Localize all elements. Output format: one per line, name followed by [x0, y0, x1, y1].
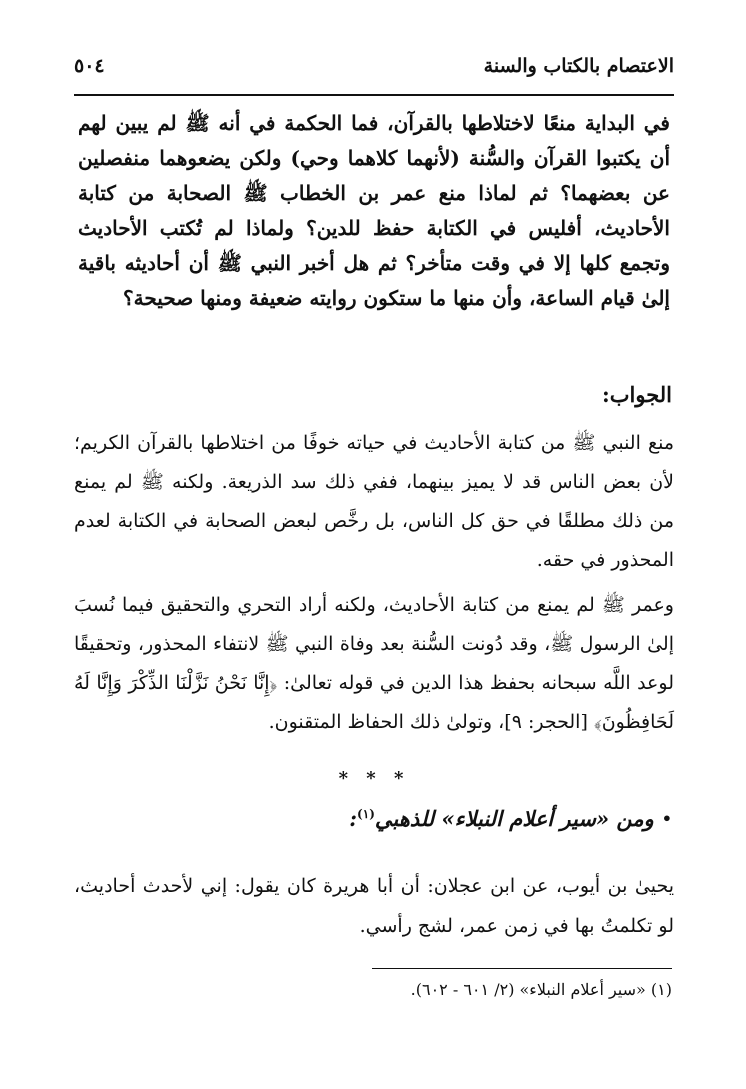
section-heading-text — [349, 806, 653, 831]
section-paragraph: يحيىٰ بن أيوب، عن ابن عجلان: أن أبا هريرة كان يقول: إني لأحدث أحاديث، لو تكلمتُ بها في زمن عمر، لشج رأسي. — [74, 875, 674, 937]
running-title: الاعتصام بالكتاب والسنة — [483, 55, 674, 77]
page-number: ٥٠٤ — [74, 55, 105, 77]
answer-body — [74, 424, 674, 748]
footnote-rule — [372, 968, 672, 969]
answer-paragraph-1: منع النبي ﷺ من كتابة الأحاديث في حياته خوفًا من اختلاطها بالقرآن الكريم؛ لأن بعض الناس قد لا يميز بينهما، ففي ذلك سد الذريعة. ولكنه ﷺ لم يمنع من ذلك مطلقًا في حق كل الناس، بل رخَّص لبعض الصحابة في الكتابة لعدم المحذور في حقه. — [74, 432, 674, 571]
section-heading — [72, 806, 672, 831]
footnote: (١) «سير أعلام النبلاء» (٢/ ٦٠١ - ٦٠٢). — [410, 980, 672, 999]
answer-heading: الجواب: — [602, 382, 672, 407]
footnote-reference[interactable]: (١) — [357, 807, 375, 821]
section-body — [74, 866, 674, 946]
section-separator: * * * — [338, 768, 410, 789]
answer-paragraph-2: وعمر ﷺ لم يمنع من كتابة الأحاديث، ولكنه أراد التحري والتحقيق فيما نُسبَ إلىٰ الرسول ﷺ، وقد دُونت السُّنة بعد وفاة النبي ﷺ لانتفاء المحذور، وتحقيقًا لوعد اللَّه سبحانه بحفظ هذا الدين في قوله تعالىٰ: ﴿إِنَّا نَحْنُ نَزَّلْنَا الذِّكْرَ وَإِنَّا لَهُ لَحَافِظُونَ﴾ [الحجر: ٩]، وتولىٰ ذلك الحفاظ المتقنون. — [74, 594, 674, 733]
bullet-icon: • — [661, 809, 672, 828]
header-rule — [74, 94, 674, 96]
section-heading-colon: : — [349, 806, 358, 831]
question-paragraph: في البداية منعًا لاختلاطها بالقرآن، فما الحكمة في أنه ﷺ لم يبين لهم أن يكتبوا القرآن والسُّنة (لأنهما كلاهما وحي) ولكن يضعوهما منفصلين عن بعضهما؟ ثم لماذا منع عمر بن الخطاب ﷺ الصحابة من كتابة الأحاديث، أفليس في الكتابة حفظ للدين؟ ولماذا لم تُكتب الأحاديث وتجمع كلها إلا في وقت متأخر؟ ثم هل أخبر النبي ﷺ أن أحاديثه باقية إلىٰ قيام الساعة، وأن منها ما ستكون روايته ضعيفة ومنها صحيحة؟ — [78, 111, 670, 310]
running-head — [74, 48, 674, 84]
section-heading-label: ومن «سير أعلام النبلاء» للذهبي — [374, 806, 654, 831]
question-block — [78, 106, 670, 316]
